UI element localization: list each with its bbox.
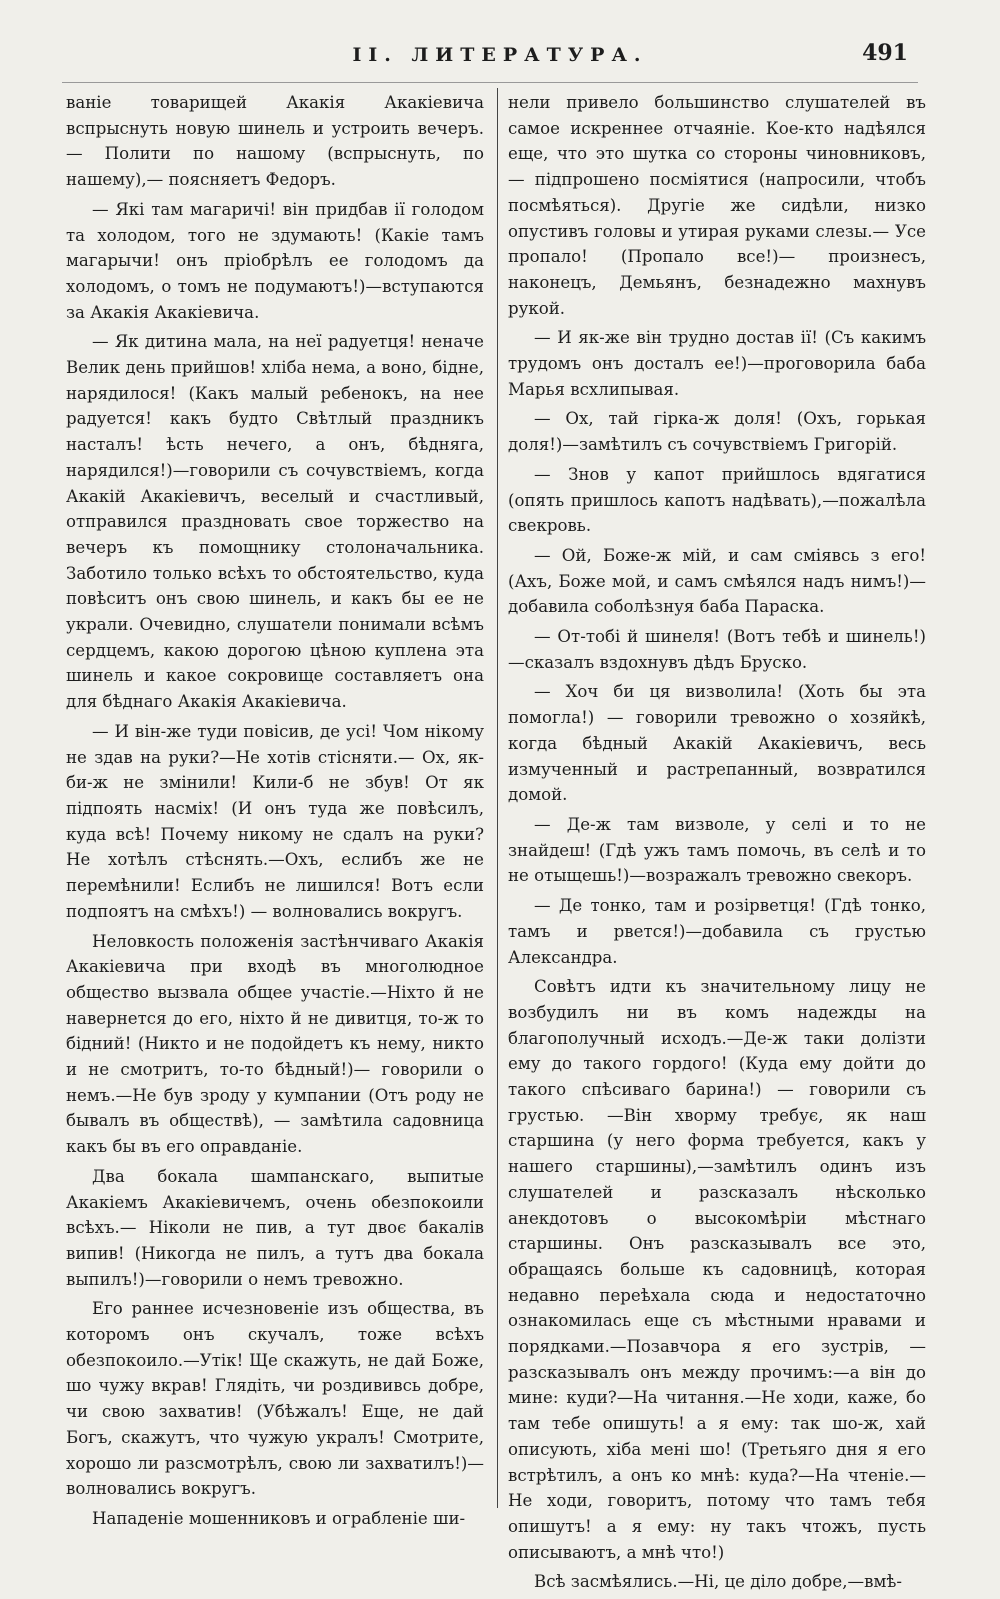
paragraph: — И як-же він трудно достав ії! (Съ какимъ трудомъ онъ досталъ ее!)—проговорила баба Марья всхлипывая. (508, 328, 926, 399)
paragraph: Неловкость положенія застѣнчиваго Акакія Акакіевича при входѣ въ многолюдное общество вызвала общее участіе.—Ніхто й не навернется до его, ніхто й не дивитця, то-ж то бідний! (Никто и не подойдетъ къ нему, никто и не смотритъ, то-то бѣдный!)— говорили о немъ.—Не був зроду у кумпании (Отъ роду не бывалъ въ обществѣ), — замѣтила садовница какъ бы въ его оправданіе. (66, 931, 484, 1157)
paragraph: Нападеніе мошенниковъ и ограбленіе ши- (92, 1508, 466, 1528)
paragraph: — Де тонко, там и розірветця! (Гдѣ тонко, тамъ и рвется!)—добавила съ грустью Александра. (508, 896, 926, 967)
page-number: 491 (862, 40, 908, 66)
left-column (66, 90, 484, 1536)
paragraph: Совѣтъ идти къ значительному лицу не возбудилъ ни въ комъ надежды на благополучный исходъ.—Де-ж таки долізти ему до такого гордого! (Куда ему дойти до такого спѣсиваго барина!) — говорили съ грустью. —Він хворму требує, як наш старшина (у него форма требуется, какъ у нашего старшины),—замѣтилъ одинъ изъ слушателей и разсказалъ нѣсколько анекдотовъ о высокомѣріи мѣстнаго старшины. Онъ разсказывалъ все это, обращаясь больше къ садовницѣ, которая недавно переѣхала сюда и недостаточно ознакомилась еще съ мѣстными нравами и порядками.—Позавчора я его зустрів, —разсказывалъ онъ между прочимъ:—а він до мине: куди?—На читання.—Не ходи, каже, бо там тебе опишуть! а я ему: так шо-ж, хай описують, хіба мені шо! (Третьяго дня я его встрѣтилъ, а онъ ко мнѣ: куда?—На чтеніе.—Не ходи, говоритъ, потому что тамъ тебя опишутъ! а я ему: ну такъ чтожъ, пусть описываютъ, а мнѣ что!) (508, 977, 926, 1562)
column-divider (497, 88, 498, 1508)
paragraph: — Де-ж там визволе, у селі и то не знайдеш! (Гдѣ ужъ тамъ помочь, въ селѣ и то не отыщешь!)—возражалъ тревожно свекоръ. (508, 814, 926, 886)
paragraph: нели привело большинство слушателей въ самое искреннее отчаяніе. Кое-кто надѣялся еще, что это шутка со стороны чиновниковъ, — підпрошено посміятися (напросили, чтобъ посмѣяться). Другіе же сидѣли, низко опустивъ головы и утирая руками слезы.— Усе пропало! (Пропало все!)— произнесъ, наконецъ, Демьянъ, безнадежно махнувъ рукой. (508, 93, 926, 318)
paragraph: — Які там магаричі! він придбав ії голодом та холодом, того не здумають! (Какіе тамъ магарычи! онъ пріобрѣлъ ее голодомъ да холодомъ, о томъ не подумаютъ!)—вступаются за Акакія Акакіевича. (66, 199, 484, 322)
paragraph: Два бокала шампанскаго, выпитые Акакіемъ Акакіевичемъ, очень обезпокоили всѣхъ.— Ніколи не пив, а тут двоє бакалів випив! (Никогда не пилъ, а тутъ два бокала выпилъ!)—говорили о немъ тревожно. (66, 1166, 484, 1289)
paragraph: — Хоч би ця визволила! (Хоть бы эта помогла!) — говорили тревожно о хозяйкѣ, когда бѣдный Акакій Акакіевичъ, весь измученный и растрепанный, возвратился домой. (508, 682, 926, 805)
paragraph: ваніе товарищей Акакія Акакіевича вспрыснуть новую шинель и устроить вечеръ.— Полити по нашому (вспрыснуть, по нашему),— поясняетъ Федоръ. (66, 93, 484, 190)
running-header-section: II. ЛИТЕРАТУРА. (352, 44, 648, 66)
header-rule (62, 82, 918, 83)
paragraph: Всѣ засмѣялись.—Ні, це діло добре,—вмѣ- (534, 1572, 902, 1592)
paragraph: — Як дитина мала, на неї радуетця! неначе Велик день прийшов! хліба нема, а воно, бідне, нарядилося! (Какъ малый ребенокъ, на нее радуется! какъ будто Свѣтлый праздникъ насталъ! ѣсть нечего, а онъ, бѣдняга, нарядился!)—говорили съ сочувствіемъ, когда Акакій Акакіевичъ, веселый и счастливый, отправился праздновать свое торжество на вечеръ къ помощнику столоначальника. Заботило только всѣхъ то обстоятельство, куда повѣситъ онъ свою шинель, и какъ бы ее не украли. Очевидно, слушатели понимали всѣмъ сердцемъ, какою дорогою цѣною куплена эта шинель и какое сокровище составляетъ она для бѣднаго Акакія Акакіевича. (66, 332, 484, 712)
paragraph: — Ох, тай гірка-ж доля! (Охъ, горькая доля!)—замѣтилъ съ сочувствіемъ Григорій. (508, 409, 926, 455)
paragraph: — Ой, Боже-ж мій, и сам сміявсь з его! (Ахъ, Боже мой, и самъ смѣялся надъ нимъ!)—добавила соболѣзнуя баба Параска. (508, 545, 926, 617)
paragraph: — От-тобі й шинеля! (Вотъ тебѣ и шинель!)—сказалъ вздохнувъ дѣдъ Бруско. (508, 627, 926, 672)
paragraph: Его раннее исчезновеніе изъ общества, въ которомъ онъ скучалъ, тоже всѣхъ обезпокоило.—Утік! Ще скажуть, не дай Боже, шо чужу вкрав! Глядіть, чи роздививсь добре, чи свою захватив! (Убѣжалъ! Еще, не дай Богъ, скажутъ, что чужую укралъ! Смотрите, хорошо ли разсмотрѣлъ, свою ли захватилъ!)—волновались вокругъ. (66, 1299, 484, 1499)
paragraph: — Знов у капот прийшлось вдягатися (опять пришлось капотъ надѣвать),—пожалѣла свекровь. (508, 464, 926, 536)
paragraph: — И він-же туди повісив, де усі! Чом нікому не здав на руки?—Не хотів стісняти.— Ох, як-би-ж не змінили! Кили-б не збув! От як підпоять насміх! (И онъ туда же повѣсилъ, куда всѣ! Почему никому не сдалъ на руки? Не хотѣлъ стѣснять.—Охъ, еслибъ же не перемѣнили! Еслибъ не лишился! Вотъ если подпоятъ на смѣхъ!) — волновались вокругъ. (66, 721, 484, 921)
right-column (508, 90, 926, 1599)
